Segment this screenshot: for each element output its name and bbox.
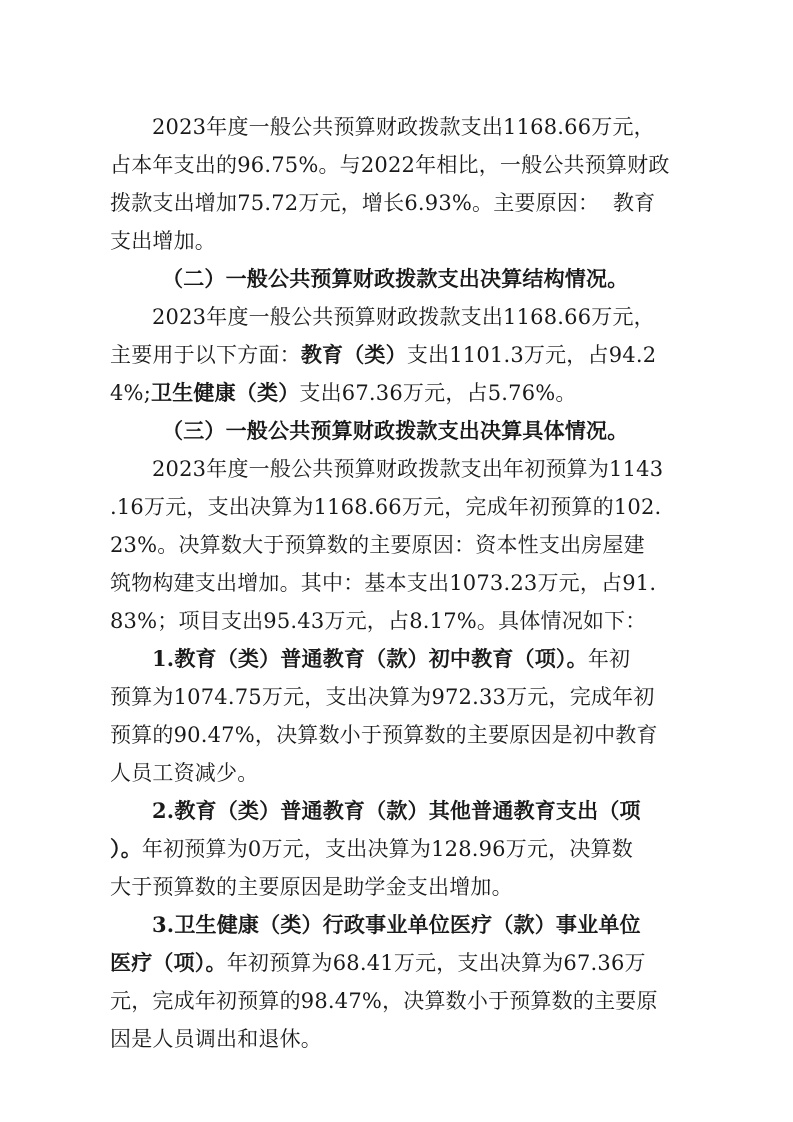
item2-title-end: ）。 bbox=[110, 836, 142, 861]
item3-title-end: 医疗（项）。 bbox=[110, 950, 227, 975]
item3-line2 bbox=[110, 948, 646, 978]
item3-title: 3.卫生健康（类）行政事业单位医疗（款）事业单位 bbox=[152, 912, 641, 937]
item1-line1 bbox=[152, 644, 630, 674]
para1-line2: 占本年支出的96.75%。与2022年相比，一般公共预算财政 bbox=[110, 153, 670, 177]
item1-line1-rest: 年初 bbox=[587, 647, 631, 671]
para2-line3 bbox=[110, 378, 577, 408]
item1-line4: 人员工资减少。 bbox=[110, 761, 259, 785]
para2-line3-b: 卫生健康（类） bbox=[151, 380, 300, 405]
section-heading-3: （三）一般公共预算财政拨款支出决算具体情况。 bbox=[162, 418, 629, 443]
para1-line4: 支出增加。 bbox=[110, 229, 216, 253]
para2-line3-c: 支出67.36万元，占5.76%。 bbox=[299, 381, 577, 405]
item2-title: 2.教育（类）普通教育（款）其他普通教育支出（项 bbox=[152, 798, 641, 823]
para3-line5: 83%；项目支出95.43万元，占8.17%。具体情况如下： bbox=[110, 609, 647, 633]
item1-line2: 预算为1074.75万元，支出决算为972.33万元，完成年初 bbox=[110, 685, 655, 709]
para1-line3: 拨款支出增加75.72万元，增长6.93%。主要原因： 教育 bbox=[110, 191, 656, 215]
item3-line4: 因是人员调出和退休。 bbox=[110, 1027, 322, 1051]
para3-line2: .16万元，支出决算为1168.66万元，完成年初预算的102. bbox=[110, 495, 662, 519]
item1-line3: 预算的90.47%，决算数小于预算数的主要原因是初中教育 bbox=[110, 723, 658, 747]
para2-line3-a: 4%; bbox=[110, 381, 151, 405]
para2-line2-b: 教育（类） bbox=[300, 342, 407, 367]
item2-line3: 大于预算数的主要原因是助学金支出增加。 bbox=[110, 875, 513, 899]
item3-line2-rest: 年初预算为68.41万元，支出决算为67.36万 bbox=[226, 951, 646, 975]
item2-line2-rest: 年初预算为0万元，支出决算为128.96万元，决算数 bbox=[141, 837, 633, 861]
para3-line1: 2023年度一般公共预算财政拨款支出年初预算为1143 bbox=[152, 457, 664, 481]
para2-line2-a: 主要用于以下方面： bbox=[110, 343, 301, 367]
para2-line1: 2023年度一般公共预算财政拨款支出1168.66万元， bbox=[152, 305, 655, 329]
item3-line3: 元，完成年初预算的98.47%，决算数小于预算数的主要原 bbox=[110, 989, 658, 1013]
para1-line1: 2023年度一般公共预算财政拨款支出1168.66万元， bbox=[152, 115, 655, 139]
item2-line2 bbox=[110, 834, 633, 864]
item1-title: 1.教育（类）普通教育（款）初中教育（项）。 bbox=[152, 646, 588, 671]
section-heading-2: （二）一般公共预算财政拨款支出决算结构情况。 bbox=[162, 266, 629, 291]
para2-line2 bbox=[110, 340, 656, 370]
para2-line2-c: 支出1101.3万元，占94.2 bbox=[406, 343, 657, 367]
para3-line3: 23%。决算数大于预算数的主要原因：资本性支出房屋建 bbox=[110, 533, 645, 557]
para3-line4: 筑物构建支出增加。其中：基本支出1073.23万元，占91. bbox=[110, 571, 657, 595]
